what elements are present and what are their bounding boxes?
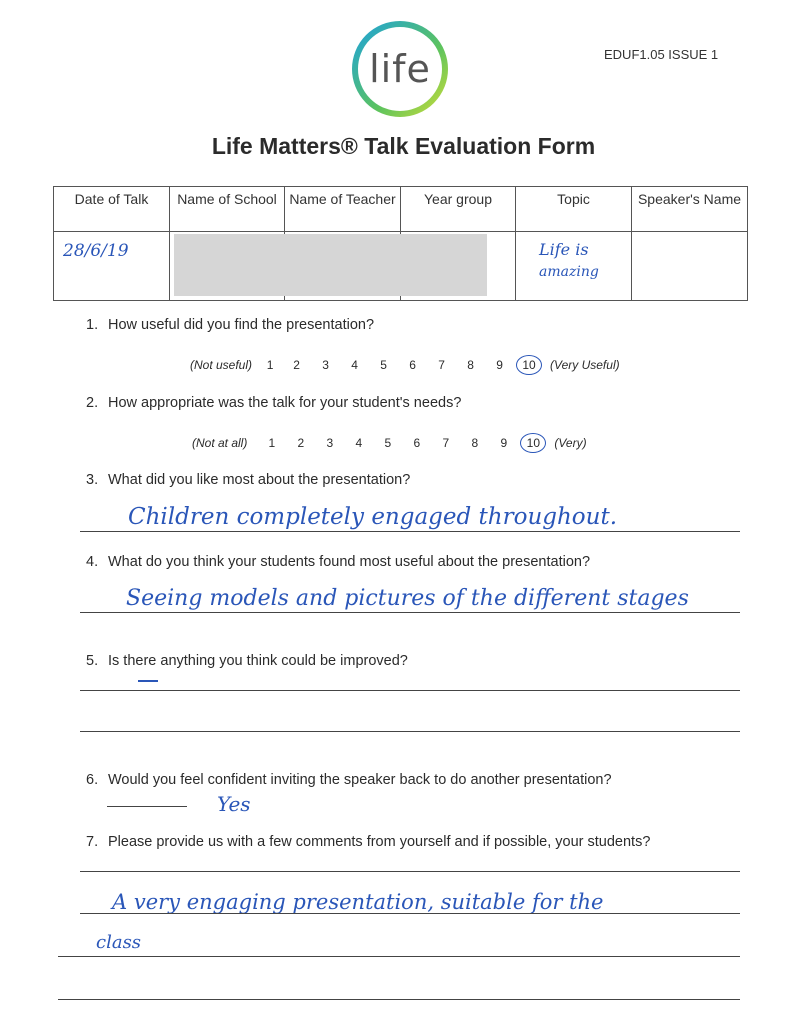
answer-line[interactable] — [58, 999, 740, 1000]
question-4: 4. What do you think your students found most useful about the presentation? — [86, 554, 591, 570]
scale-option[interactable]: 1 — [268, 436, 276, 450]
redacted-area — [174, 234, 487, 296]
speaker-cell[interactable] — [632, 232, 748, 301]
scale-option[interactable]: 9 — [500, 436, 508, 450]
header-teacher: Name of Teacher — [285, 187, 401, 232]
answer-line — [80, 871, 740, 872]
scale-option[interactable]: 4 — [355, 436, 363, 450]
appropriateness-scale: (Not at all) 1 2 3 4 5 6 7 8 9 10 (Very) — [192, 433, 587, 453]
life-logo — [349, 18, 451, 120]
scale-option[interactable]: 1 — [266, 358, 274, 372]
answer-line[interactable] — [80, 690, 740, 691]
scale-option[interactable]: 2 — [297, 436, 305, 450]
question-3: 3. What did you like most about the presentation? — [86, 472, 411, 488]
scale-option[interactable]: 3 — [322, 358, 329, 372]
date-cell[interactable] — [54, 232, 170, 301]
topic-line-1: Life is — [539, 240, 589, 259]
logo-text: life — [369, 47, 431, 91]
scale-option[interactable]: 8 — [471, 436, 479, 450]
answer-line[interactable] — [80, 731, 740, 732]
scale-option-selected[interactable]: 10 — [520, 433, 546, 453]
answer-6[interactable]: Yes — [217, 792, 251, 816]
question-6: 6. Would you feel confident inviting the speaker back to do another presentation? — [86, 772, 612, 788]
header-school: Name of School — [170, 187, 285, 232]
scale-option[interactable]: 4 — [351, 358, 358, 372]
answer-7-line-2[interactable]: class — [96, 932, 142, 953]
question-7: 7. Please provide us with a few comments from yourself and if possible, your students? — [86, 834, 651, 850]
answer-3[interactable]: Children completely engaged throughout. — [128, 504, 618, 530]
page-title: Life Matters® Talk Evaluation Form — [211, 133, 596, 159]
answer-line — [80, 531, 740, 532]
answer-line — [107, 806, 187, 807]
header-topic: Topic — [516, 187, 632, 232]
scale-option-selected[interactable]: 10 — [516, 355, 542, 375]
question-2: 2. How appropriate was the talk for your student's needs? — [86, 395, 462, 411]
scale-option[interactable]: 5 — [380, 358, 387, 372]
pen-mark — [138, 680, 158, 682]
scale-option[interactable]: 8 — [467, 358, 474, 372]
header-year-group: Year group — [401, 187, 516, 232]
scale-option[interactable]: 2 — [293, 358, 300, 372]
scale-option[interactable]: 3 — [326, 436, 334, 450]
question-1: 1. How useful did you find the presentation? — [86, 317, 375, 333]
scale-option[interactable]: 9 — [496, 358, 503, 372]
topic-line-2: amazing — [539, 264, 599, 280]
scale-option[interactable]: 6 — [413, 436, 421, 450]
answer-line — [58, 956, 740, 957]
answer-7-line-1[interactable]: A very engaging presentation, suitable for the — [112, 890, 604, 914]
question-5: 5. Is there anything you think could be improved? — [86, 653, 408, 669]
scale-option[interactable]: 5 — [384, 436, 392, 450]
topic-cell[interactable] — [516, 232, 632, 301]
header-speaker: Speaker's Name — [632, 187, 748, 232]
form-code: EDUF1.05 ISSUE 1 — [604, 47, 719, 62]
usefulness-scale: (Not useful) 1 2 3 4 5 6 7 8 9 10 (Very Useful) — [190, 355, 620, 375]
scale-option[interactable]: 6 — [409, 358, 416, 372]
header-date: Date of Talk — [54, 187, 170, 232]
answer-line — [80, 913, 740, 914]
scale-option[interactable]: 7 — [442, 436, 450, 450]
scale-option[interactable]: 7 — [438, 358, 445, 372]
date-value: 28/6/19 — [63, 241, 129, 261]
answer-line — [80, 612, 740, 613]
answer-4[interactable]: Seeing models and pictures of the different stages — [126, 586, 689, 611]
